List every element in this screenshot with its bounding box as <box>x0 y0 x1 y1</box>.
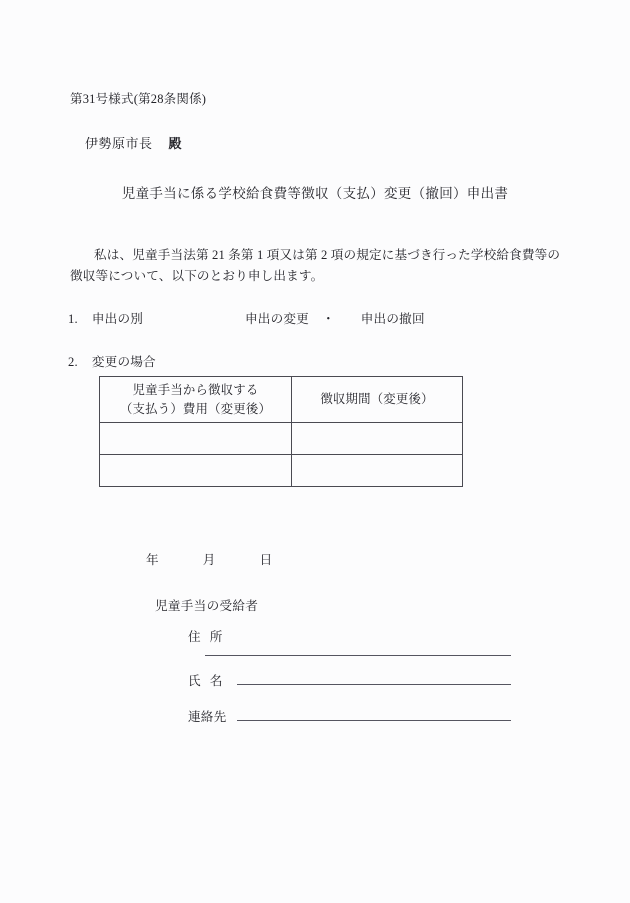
contact-field-label <box>188 706 226 725</box>
address-label-a: 住 <box>188 630 201 644</box>
table-header-fee-line1: 児童手当から徴収する <box>132 382 259 397</box>
name-label-a: 氏 <box>188 674 201 688</box>
table-header-cell-period <box>292 377 463 423</box>
contact-input-line[interactable] <box>237 720 511 721</box>
date-line <box>146 549 272 568</box>
table-cell-fee-1[interactable] <box>100 423 292 455</box>
table-header-row <box>100 377 463 423</box>
address-field-label <box>188 626 223 645</box>
name-field-label <box>188 670 223 689</box>
recipient-heading: 児童手当の受給者 <box>155 599 259 613</box>
section-2-label: 変更の場合 <box>91 355 156 369</box>
date-day-label: 日 <box>259 553 273 567</box>
section-2-number: 2. <box>68 355 78 369</box>
section-1-label: 申出の別 <box>91 312 144 326</box>
section-1-number: 1. <box>68 312 78 326</box>
table-row <box>100 455 463 487</box>
option-separator: ・ <box>321 312 335 326</box>
name-label-b: 名 <box>209 674 223 688</box>
body-paragraph: 私は、児童手当法第 21 条第 1 項又は第 2 項の規定に基づき行った学校給食費等の徴収等について、以下のとおり申し出ます。 <box>70 248 561 283</box>
section-2-heading <box>68 351 156 370</box>
table-header-period-line1: 徴収期間（変更後） <box>320 392 434 406</box>
change-details-table <box>99 376 463 487</box>
table-header-fee-line2: （支払う）費用（変更後） <box>119 401 272 416</box>
addressee-line <box>85 133 182 152</box>
date-year-label: 年 <box>146 553 159 567</box>
table-row <box>100 423 463 455</box>
section-1-choices <box>245 308 425 327</box>
page-title: 児童手当に係る学校給食費等徴収（支払）変更（撤回）申出書 <box>121 186 509 201</box>
table-header-cell-fee <box>100 377 292 423</box>
form-number: 第31号様式(第28条関係) <box>70 92 207 106</box>
option-withdraw[interactable]: 申出の撤回 <box>360 312 425 326</box>
date-month-label: 月 <box>202 553 216 567</box>
table-cell-period-2[interactable] <box>292 455 463 487</box>
addressee-name: 伊勢原市長 <box>85 136 153 151</box>
address-label-b: 所 <box>209 630 223 644</box>
addressee-honorific: 殿 <box>168 136 183 151</box>
table-cell-fee-2[interactable] <box>100 455 292 487</box>
address-input-line[interactable] <box>205 655 511 656</box>
table-cell-period-1[interactable] <box>292 423 463 455</box>
contact-label: 連絡先 <box>188 710 227 724</box>
section-1-heading <box>68 308 143 327</box>
name-input-line[interactable] <box>237 684 511 685</box>
option-change[interactable]: 申出の変更 <box>245 312 309 326</box>
